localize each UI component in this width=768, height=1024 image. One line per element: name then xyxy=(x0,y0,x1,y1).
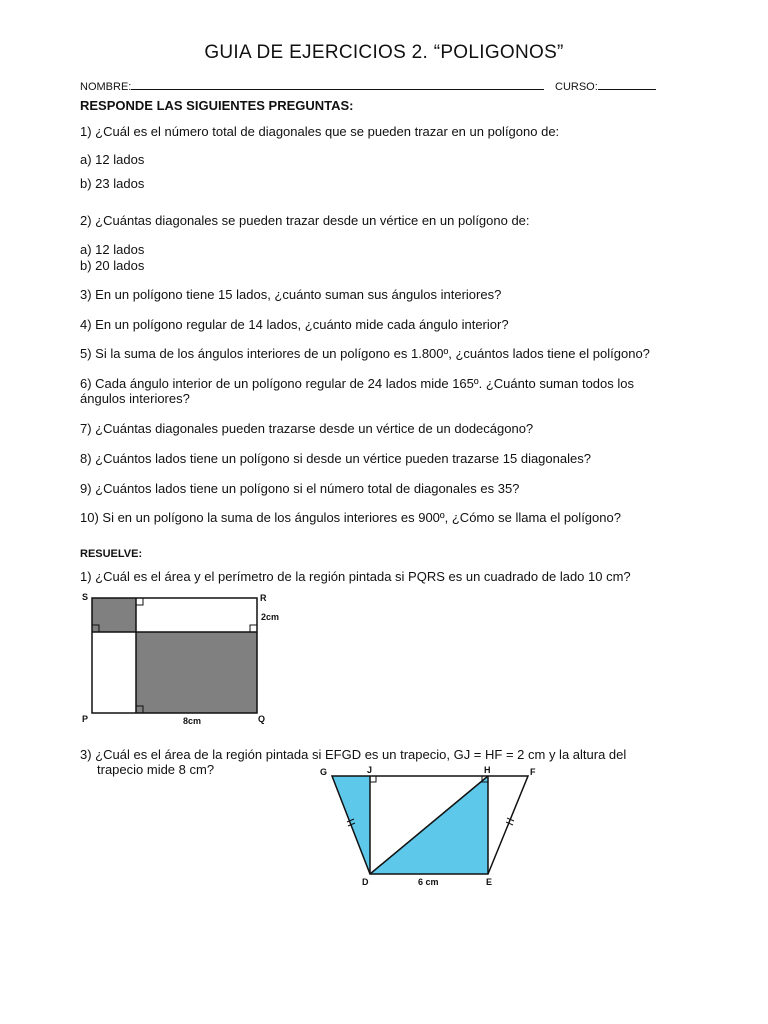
course-line xyxy=(555,78,656,93)
square-pqrs-figure xyxy=(80,588,290,728)
question-6-line2: ángulos interiores? xyxy=(80,391,190,406)
question-10: 10) Si en un polígono la suma de los ángulos interiores es 900º, ¿Cómo se llama el polígono? xyxy=(80,510,621,525)
label-e: E xyxy=(486,877,493,887)
name-blank[interactable] xyxy=(131,78,544,90)
label-h: H xyxy=(484,765,491,775)
question-4: 4) En un polígono regular de 14 lados, ¿cuánto mide cada ángulo interior? xyxy=(80,317,509,332)
question-8: 8) ¿Cuántos lados tiene un polígono si desde un vértice pueden trazarse 15 diagonales? xyxy=(80,451,591,466)
question-7: 7) ¿Cuántas diagonales pueden trazarse desde un vértice de un dodecágono? xyxy=(80,421,534,436)
question-1-option-b: b) 23 lados xyxy=(80,176,145,191)
right-angle-mark xyxy=(136,598,143,605)
question-3: 3) En un polígono tiene 15 lados, ¿cuánto suman sus ángulos interiores? xyxy=(80,287,502,302)
label-q: Q xyxy=(258,714,266,724)
label-j: J xyxy=(367,765,373,775)
label-p: P xyxy=(82,714,89,724)
question-1-option-a: a) 12 lados xyxy=(80,152,145,167)
question-1: 1) ¿Cuál es el número total de diagonales que se pueden trazar en un polígono de: xyxy=(80,124,560,139)
right-angle-mark xyxy=(250,625,257,632)
problem-3-line2: trapecio mide 8 cm? xyxy=(97,762,215,777)
label-6cm: 6 cm xyxy=(418,877,439,887)
problem-3-line1: 3) ¿Cuál es el área de la región pintada si EFGD es un trapecio, GJ = HF = 2 cm y la altura del xyxy=(80,747,627,762)
name-label: NOMBRE: xyxy=(80,81,132,93)
label-r: R xyxy=(260,593,267,603)
problem-1: 1) ¿Cuál es el área y el perímetro de la región pintada si PQRS es un cuadrado de lado 10 cm? xyxy=(80,569,631,584)
course-blank[interactable] xyxy=(598,78,656,90)
question-2-option-b: b) 20 lados xyxy=(80,258,145,273)
name-line xyxy=(80,78,544,93)
question-9: 9) ¿Cuántos lados tiene un polígono si el número total de diagonales es 35? xyxy=(80,481,520,496)
question-2-option-a: a) 12 lados xyxy=(80,242,145,257)
label-g: G xyxy=(320,767,328,777)
right-angle-mark xyxy=(370,776,376,782)
question-5: 5) Si la suma de los ángulos interiores de un polígono es 1.800º, ¿cuántos lados tiene el polígono? xyxy=(80,346,650,361)
question-6-line1: 6) Cada ángulo interior de un polígono regular de 24 lados mide 165º. ¿Cuánto suman todos los xyxy=(80,376,634,391)
page-title: GUIA DE EJERCICIOS 2. “POLIGONOS” xyxy=(204,42,564,63)
label-d: D xyxy=(362,877,369,887)
label-8cm: 8cm xyxy=(183,716,202,726)
trapezoid-efgd-figure xyxy=(310,762,550,890)
section2-heading: RESUELVE: xyxy=(80,548,143,560)
label-2cm: 2cm xyxy=(261,612,280,622)
question-2: 2) ¿Cuántas diagonales se pueden trazar desde un vértice en un polígono de: xyxy=(80,213,530,228)
course-label: CURSO: xyxy=(555,81,598,93)
section1-heading: RESPONDE LAS SIGUIENTES PREGUNTAS: xyxy=(80,98,354,113)
shaded-square-large xyxy=(136,632,257,713)
label-f: F xyxy=(530,767,536,777)
label-s: S xyxy=(82,592,89,602)
